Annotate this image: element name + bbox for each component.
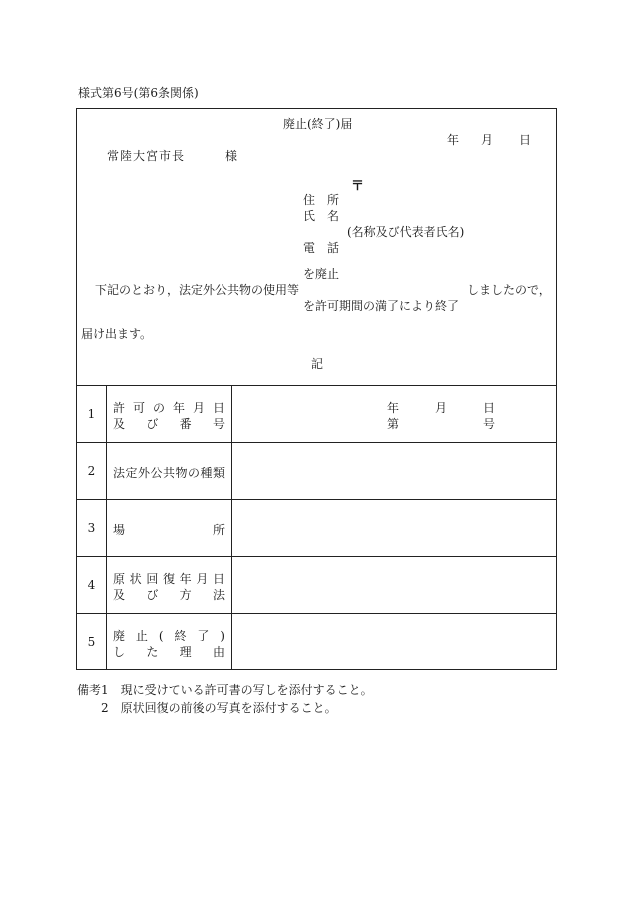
addressee: 常陸大宮市長 (107, 149, 186, 163)
row-number: 4 (87, 578, 96, 592)
row-number: 1 (87, 407, 96, 421)
label-column-divider (231, 385, 232, 670)
notification-form (76, 108, 557, 670)
row-divider (77, 442, 556, 443)
date-month-label: 月 (481, 133, 494, 147)
row-number: 3 (87, 521, 96, 535)
row-number: 2 (87, 464, 96, 478)
body-line-main: 下記のとおり，法定外公共物の使用等 (95, 283, 300, 297)
permit-date-field: 年 月 日 (387, 401, 496, 415)
form-heading: 廃止(終了)届 (283, 117, 353, 131)
row-divider (77, 613, 556, 614)
row-divider (77, 499, 556, 500)
note-line: 2 原状回復の前後の写真を添付すること。 (77, 701, 337, 715)
date-day-label: 日 (519, 133, 532, 147)
record-mark: 記 (311, 357, 324, 371)
row-label: 廃止(終了) (113, 629, 225, 643)
row-label: 法定外公共物の種類 (113, 466, 225, 480)
row-number: 5 (87, 635, 96, 649)
row-label-second: 及び方法 (113, 588, 225, 602)
form-number: 様式第6号(第6条関係) (78, 86, 199, 100)
honorific: 様 (225, 149, 238, 163)
table-top-border (77, 385, 556, 386)
note-line: 備考1 現に受けている許可書の写しを添付すること。 (77, 683, 373, 697)
row-label: 許可の年月日 (113, 401, 225, 415)
phone-label: 電 話 (303, 241, 340, 255)
permit-number-field: 第 号 (387, 417, 496, 431)
address-label: 住 所 (303, 193, 340, 207)
option-expire: を許可期間の満了により終了 (303, 299, 460, 313)
row-label-second: 及び番号 (113, 417, 225, 431)
name-label: 氏 名 (303, 209, 340, 223)
date-year-label: 年 (447, 133, 460, 147)
option-abolish: を廃止 (303, 267, 340, 281)
row-label-second: した理由 (113, 645, 225, 659)
row-label: 原状回復年月日 (113, 572, 225, 586)
row-divider (77, 556, 556, 557)
name-note: (名称及び代表者氏名) (347, 225, 465, 239)
body-line-end: しましたので， (467, 283, 551, 297)
postal-mark: 〒 (351, 179, 365, 194)
number-column-divider (106, 385, 107, 670)
body-line-last: 届け出ます。 (81, 327, 153, 341)
row-label: 場所 (113, 523, 225, 537)
